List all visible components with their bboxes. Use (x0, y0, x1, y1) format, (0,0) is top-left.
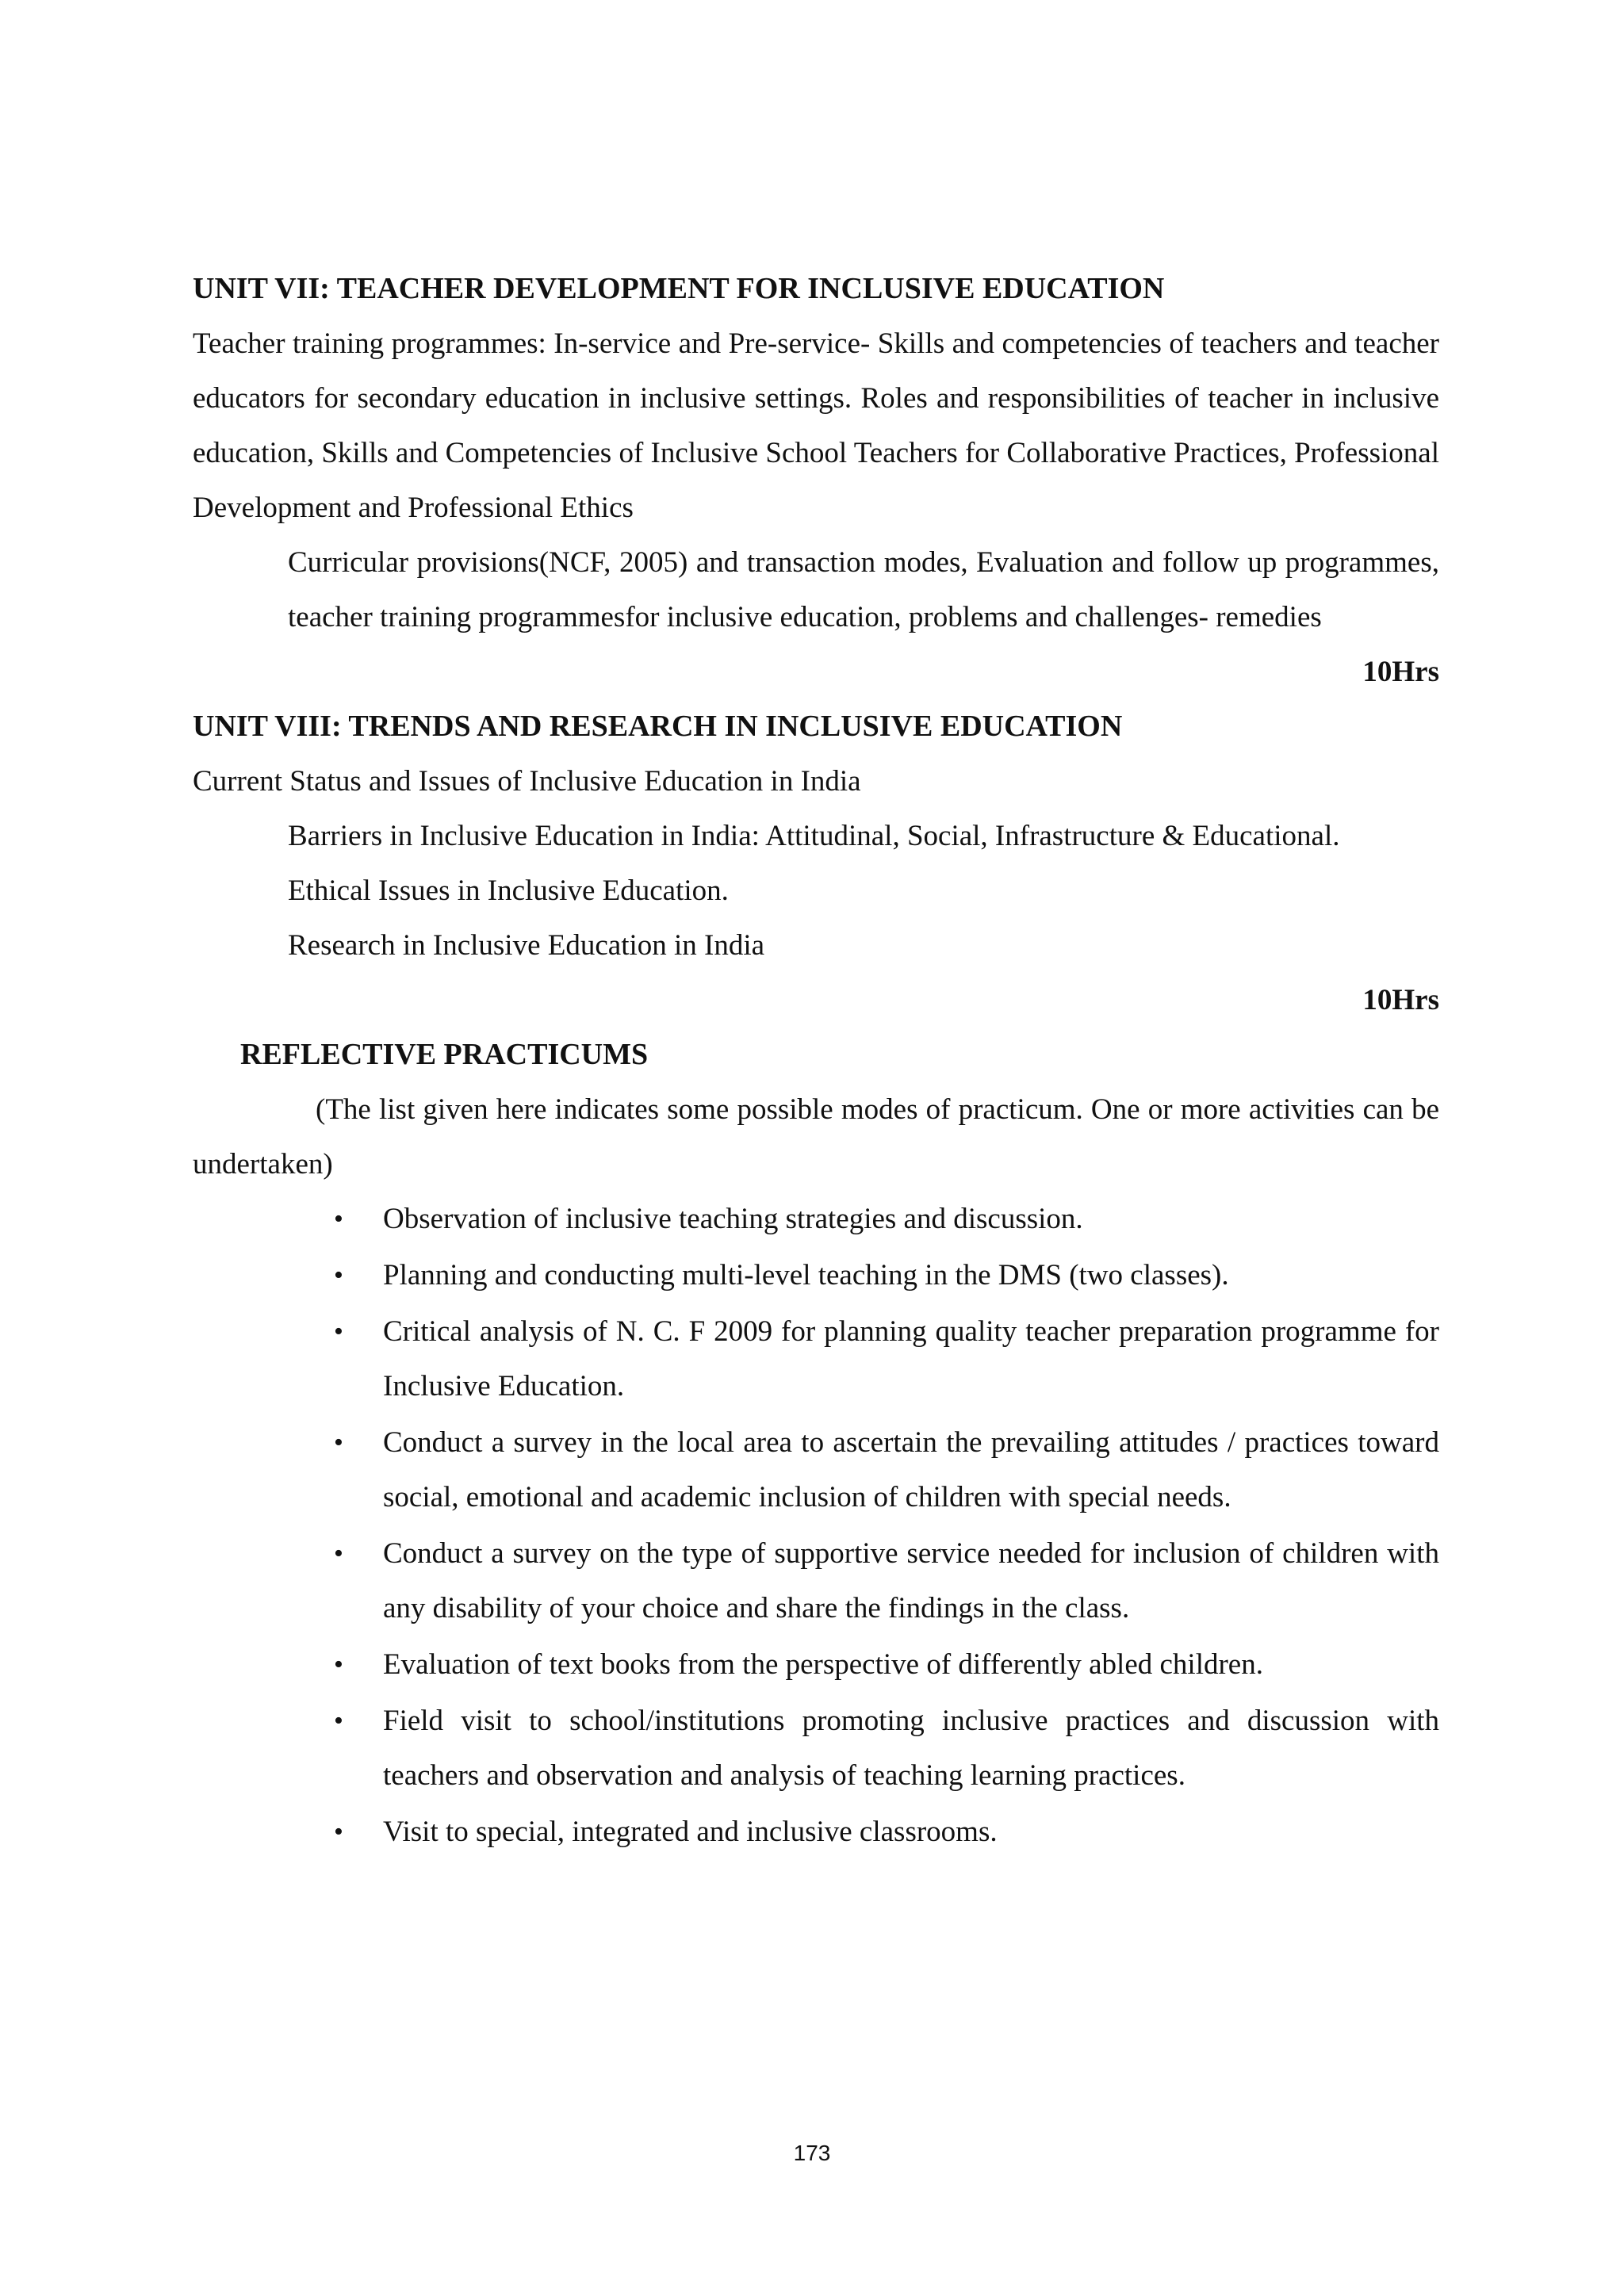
bullet-icon: • (334, 1706, 343, 1735)
unit-8-line-3: Ethical Issues in Inclusive Education. (288, 874, 729, 907)
list-item (334, 1693, 1439, 1803)
unit-7-hours: 10Hrs (1362, 656, 1439, 688)
list-item (334, 1415, 1439, 1525)
bullet-icon: • (334, 1428, 343, 1457)
list-item (334, 1637, 1439, 1692)
unit-8-line-2: Barriers in Inclusive Education in India: Attitudinal, Social, Infrastructure & Educational. (288, 820, 1340, 852)
page-number: 173 (793, 2141, 831, 2165)
list-item (334, 1192, 1439, 1246)
list-item-text: Visit to special, integrated and inclusive classrooms. (383, 1816, 998, 1848)
unit-8-hours: 10Hrs (1362, 984, 1439, 1016)
list-item-text: Planning and conducting multi-level teaching in the DMS (two classes). (383, 1259, 1229, 1292)
bullet-icon: • (334, 1650, 343, 1679)
unit-7-paragraph-2: Curricular provisions(NCF, 2005) and transaction modes, Evaluation and follow up programmes, teacher training programmesfor inclusive education, problems and challenges- remedies (288, 546, 1439, 633)
unit-8-heading: UNIT VIII: TRENDS AND RESEARCH IN INCLUSIVE EDUCATION (193, 710, 1123, 743)
unit-8-line-4: Research in Inclusive Education in India (288, 929, 765, 962)
list-item (334, 1804, 1439, 1859)
list-item-text: Field visit to school/institutions promoting inclusive practices and discussion with teachers and observation and analysis of teaching learning practices. (383, 1705, 1439, 1792)
list-item-text: Observation of inclusive teaching strategies and discussion. (383, 1203, 1083, 1235)
bullet-icon: • (334, 1204, 343, 1234)
unit-7-paragraph-1: Teacher training programmes: In-service and Pre-service- Skills and competencies of teachers and teacher educators for secondary education in inclusive settings. Roles and responsibilities of teacher in inclusive education, Skills and Competencies of Inclusive School Teachers for Collaborative Practices, Professional Development and Professional Ethics (193, 327, 1439, 524)
list-item-text: Evaluation of text books from the perspective of differently abled children. (383, 1648, 1263, 1681)
list-item (334, 1526, 1439, 1636)
list-item (334, 1248, 1439, 1303)
bullet-icon: • (334, 1817, 343, 1846)
unit-8-line-1: Current Status and Issues of Inclusive Education in India (193, 765, 861, 798)
document-page (193, 262, 1439, 1861)
bullet-icon: • (334, 1261, 343, 1290)
practicums-heading: REFLECTIVE PRACTICUMS (240, 1038, 649, 1071)
list-item-text: Conduct a survey on the type of supportive service needed for inclusion of children with any disability of your choice and share the findings in the class. (383, 1537, 1439, 1624)
bullet-icon: • (334, 1317, 343, 1346)
unit-7-heading: UNIT VII: TEACHER DEVELOPMENT FOR INCLUSIVE EDUCATION (193, 272, 1165, 305)
practicums-list (334, 1192, 1439, 1859)
list-item-text: Critical analysis of N. C. F 2009 for planning quality teacher preparation programme for Inclusive Education. (383, 1315, 1439, 1402)
bullet-icon: • (334, 1539, 343, 1568)
list-item-text: Conduct a survey in the local area to ascertain the prevailing attitudes / practices toward social, emotional and academic inclusion of children with special needs. (383, 1426, 1439, 1513)
practicums-intro: (The list given here indicates some possible modes of practicum. One or more activities can be undertaken) (193, 1093, 1439, 1181)
list-item (334, 1304, 1439, 1414)
